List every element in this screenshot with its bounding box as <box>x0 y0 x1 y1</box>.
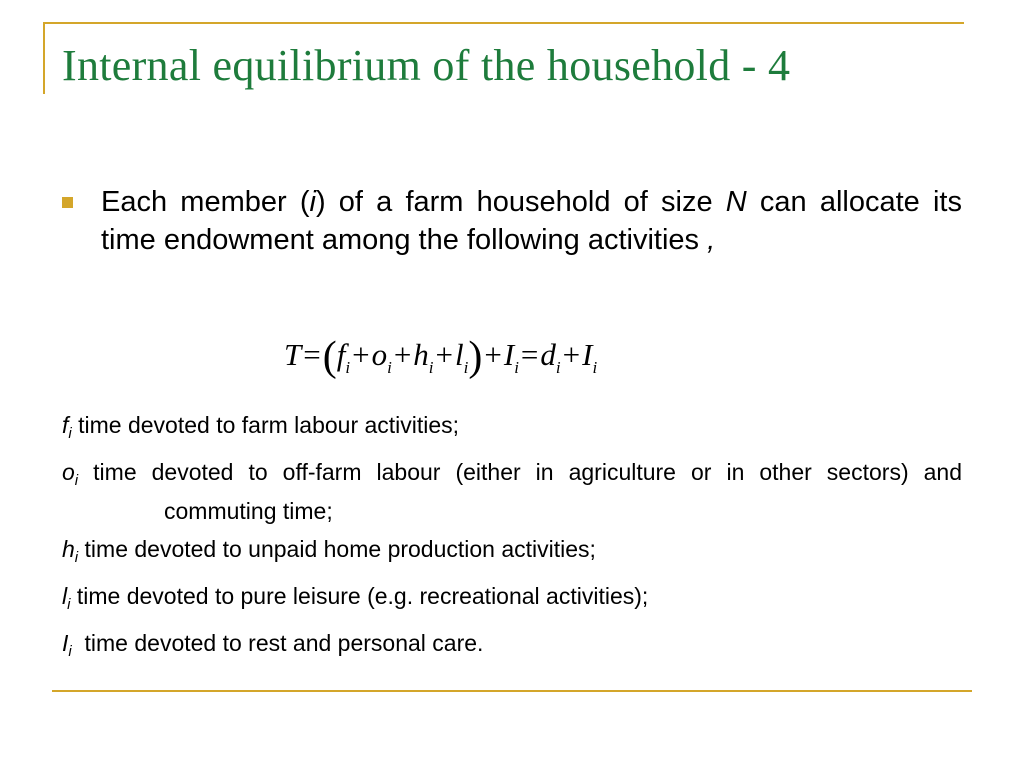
time-allocation-equation: $T=(f_i+o_i+h_i+l_i)+I_i=d_i+I_i$ <box>284 334 598 380</box>
definition-leisure: $l_i$ time devoted to pure leisure (e.g. recreational activities); <box>62 583 649 613</box>
frame-bottom-line <box>52 690 972 692</box>
var-N: N <box>725 186 747 218</box>
definition-off-farm-labour: $o_i$ time devoted to off-farm labour (either in agriculture or in other sectors) and commuting time; <box>62 459 962 524</box>
definition-farm-labour: $f_i$ time devoted to farm labour activities; <box>62 412 460 442</box>
square-bullet-icon <box>62 197 73 208</box>
frame-top-line <box>43 22 964 24</box>
definition-list <box>62 410 962 675</box>
definition-home-production: $h_i$ time devoted to unpaid home production activities; <box>62 536 596 566</box>
var-i: i <box>309 186 316 218</box>
frame-left-line <box>43 22 45 94</box>
bullet-item <box>62 183 962 259</box>
definition-rest-care: $I_i$ time devoted to rest and personal care. <box>62 630 484 660</box>
slide-title: Internal equilibrium of the household - 4 <box>62 41 791 90</box>
bullet-text: Each member (i) of a farm household of size N can allocate its time endowment among the following activities , <box>101 186 962 256</box>
